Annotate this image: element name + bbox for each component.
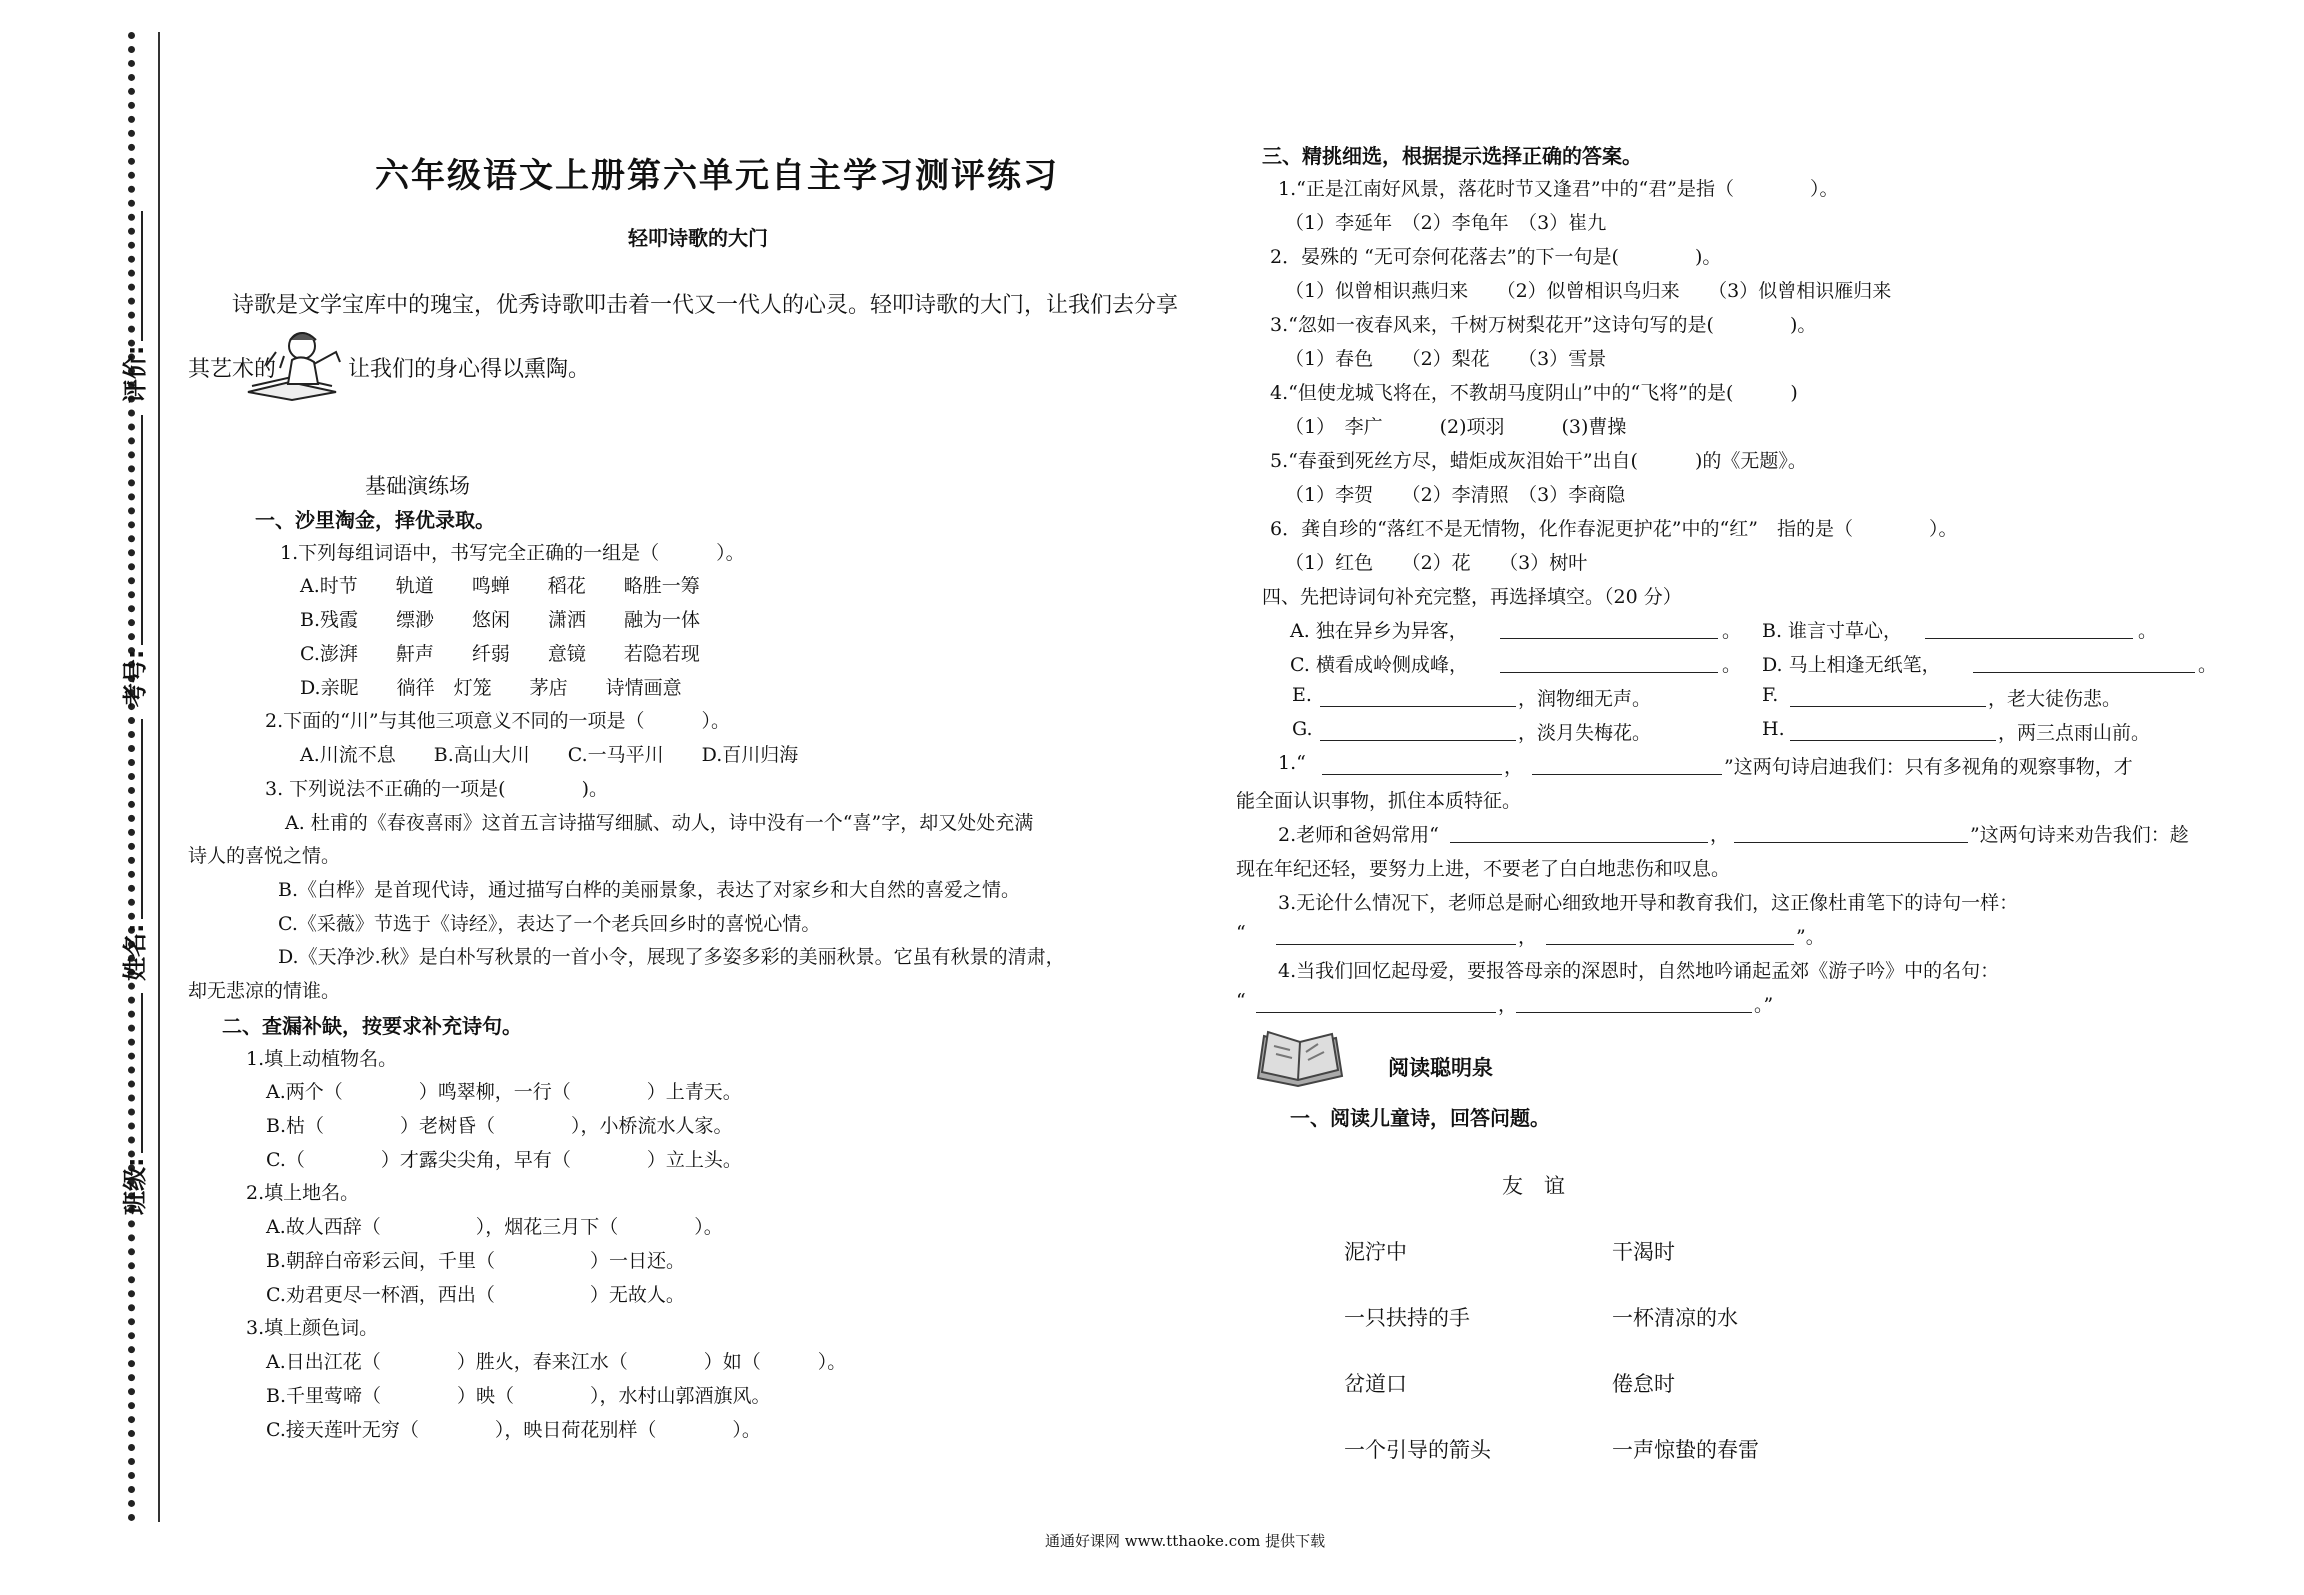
fill3-close: ”。 bbox=[1796, 926, 1825, 948]
q3-option-d-1: D.《天净沙.秋》是白朴写秋景的一首小令，展现了多姿多彩的美丽秋景。它虽有秋景的清肃， bbox=[278, 946, 1065, 968]
intro-line-1: 诗歌是文学宝库中的瑰宝，优秀诗歌叩击着一代又一代人的心灵。轻叩诗歌的大门，让我们去分享 bbox=[232, 293, 1179, 318]
p4-d-blank bbox=[1973, 672, 2195, 673]
open-book-icon bbox=[1254, 1030, 1346, 1092]
p4-e-blank bbox=[1320, 706, 1516, 707]
p4-h: ，两三点雨山前。 bbox=[1998, 722, 2151, 744]
p3-q1: 1.“正是江南好风景，落花时节又逢君”中的“君”是指（ ）。 bbox=[1278, 178, 1839, 200]
fill3-blank-1 bbox=[1276, 944, 1516, 945]
exam-number-label: 考号: bbox=[121, 649, 149, 708]
fill-colors-heading: 3.填上颜色词。 bbox=[246, 1317, 379, 1339]
class-label: 班级: bbox=[121, 1157, 149, 1215]
p3-q2-options: （1）似曾相识燕归来 （2）似曾相识鸟归来 （3）似曾相识雁归来 bbox=[1285, 280, 1892, 302]
part4-heading: 四、先把诗词句补充完整，再选择填空。（20 分） bbox=[1262, 586, 1682, 608]
page-subtitle: 轻叩诗歌的大门 bbox=[628, 226, 768, 250]
student-info-strip bbox=[115, 207, 150, 1215]
poem-line-1a: 泥泞中 bbox=[1344, 1240, 1407, 1264]
fill-animals-a: A.两个（ ）鸣翠柳，一行（ ）上青天。 bbox=[266, 1081, 742, 1103]
margin-rule bbox=[158, 32, 160, 1522]
fill-animals-heading: 1.填上动植物名。 bbox=[246, 1048, 398, 1070]
fill-places-b: B.朝辞白帝彩云间，千里（ ）一日还。 bbox=[266, 1250, 686, 1272]
p4-b-period: 。 bbox=[2138, 620, 2158, 642]
q3-text: 3. 下列说法不正确的一项是( )。 bbox=[265, 778, 608, 800]
fill2-start: 2.老师和爸妈常用“ bbox=[1278, 824, 1439, 846]
p3-q3: 3.“忽如一夜春风来，千树万树梨花开”这诗句写的是( )。 bbox=[1270, 314, 1817, 336]
p4-f-blank bbox=[1790, 706, 1986, 707]
page-title: 六年级语文上册第六单元自主学习测评练习 bbox=[375, 156, 1059, 196]
p4-e: ，润物细无声。 bbox=[1518, 688, 1652, 710]
p4-e-label: E. bbox=[1292, 684, 1312, 706]
q2-options: A.川流不息 B.高山大川 C.一马平川 D.百川归海 bbox=[300, 744, 799, 766]
poem-line-2b: 一杯清凉的水 bbox=[1612, 1306, 1738, 1330]
p4-d: D. 马上相逢无纸笔， bbox=[1762, 654, 1941, 676]
fill1-cont: 能全面认识事物，抓住本质特征。 bbox=[1236, 790, 1522, 812]
name-label: 姓名: bbox=[121, 923, 149, 982]
p4-b-blank bbox=[1925, 638, 2133, 639]
exam-number-blank bbox=[121, 415, 143, 645]
fill1-blank-1 bbox=[1322, 774, 1502, 775]
fill1-end: ”这两句诗启迪我们：只有多视角的观察事物，才 bbox=[1724, 756, 2133, 778]
evaluation-blank bbox=[121, 211, 143, 341]
q3-option-a-2: 诗人的喜悦之情。 bbox=[188, 845, 341, 867]
reading-heading: 一、阅读儿童诗，回答问题。 bbox=[1290, 1106, 1550, 1130]
p3-q3-options: （1）春色 （2）梨花 （3）雪景 bbox=[1285, 348, 1607, 370]
p3-q5-options: （1）李贺 （2）李清照 （3）李商隐 bbox=[1285, 484, 1626, 506]
q2-text: 2.下面的“川”与其他三项意义不同的一项是（ ）。 bbox=[265, 710, 731, 732]
part1-heading: 一、沙里淘金，择优录取。 bbox=[255, 508, 495, 532]
poem-line-4a: 一个引导的箭头 bbox=[1344, 1438, 1491, 1462]
fill2-end: ”这两句诗来劝告我们：趁 bbox=[1970, 824, 2189, 846]
fill-animals-b: B.枯（ ）老树昏（ ），小桥流水人家。 bbox=[266, 1115, 733, 1137]
fill2-blank-1 bbox=[1450, 842, 1708, 843]
class-blank bbox=[121, 993, 143, 1153]
q3-option-c: C.《采薇》节选于《诗经》，表达了一个老兵回乡时的喜悦心情。 bbox=[278, 913, 821, 935]
fill-colors-b: B.千里莺啼（ ）映（ ），水村山郭酒旗风。 bbox=[266, 1385, 771, 1407]
p3-q6: 6．龚自珍的“落红不是无情物，化作春泥更护花”中的“红” 指的是（ ）。 bbox=[1270, 518, 1958, 540]
fill-places-heading: 2.填上地名。 bbox=[246, 1182, 360, 1204]
fill3-open: “ bbox=[1236, 922, 1246, 944]
p4-g-blank bbox=[1320, 740, 1516, 741]
fill4-open: “ bbox=[1236, 990, 1246, 1012]
poem-line-2a: 一只扶持的手 bbox=[1344, 1306, 1470, 1330]
p3-q2: 2．晏殊的 “无可奈何花落去”的下一句是( )。 bbox=[1270, 246, 1722, 268]
q3-option-a-1: A. 杜甫的《春夜喜雨》这首五言诗描写细腻、动人，诗中没有一个“喜”字，却又处处充满 bbox=[285, 812, 1034, 834]
poem-line-3a: 岔道口 bbox=[1344, 1372, 1407, 1396]
intro-line-2a: 其艺术的 bbox=[188, 357, 277, 382]
fill-places-c: C.劝君更尽一杯酒，西出（ ）无故人。 bbox=[266, 1284, 685, 1306]
p4-a: A. 独在异乡为异客， bbox=[1290, 620, 1468, 642]
p4-c-period: 。 bbox=[1722, 654, 1742, 676]
fill3-comma: ， bbox=[1518, 926, 1538, 948]
poem-title: 友 谊 bbox=[1502, 1174, 1565, 1198]
p4-f-label: F. bbox=[1762, 684, 1779, 706]
q1-option-b: B.残霞 缥渺 悠闲 潇洒 融为一体 bbox=[300, 609, 701, 631]
q3-option-d-2: 却无悲凉的情谁。 bbox=[188, 980, 341, 1002]
fill-colors-a: A.日出江花（ ）胜火，春来江水（ ）如（ ）。 bbox=[266, 1351, 847, 1373]
fill4-comma: ， bbox=[1498, 994, 1518, 1016]
fill2-cont: 现在年纪还轻，要努力上进，不要老了白白地悲伤和叹息。 bbox=[1236, 858, 1731, 880]
intro-line-2b: 让我们的身心得以熏陶。 bbox=[348, 357, 591, 382]
fill-places-a: A.故人西辞（ ），烟花三月下（ ）。 bbox=[266, 1216, 723, 1238]
p3-q6-options: （1）红色 （2）花 （3）树叶 bbox=[1285, 552, 1588, 574]
fill-colors-c: C.接天莲叶无穷（ ），映日荷花别样（ ）。 bbox=[266, 1419, 761, 1441]
q1-option-c: C.澎湃 鼾声 纤弱 意镜 若隐若现 bbox=[300, 643, 700, 665]
fill3-text: 3.无论什么情况下，老师总是耐心细致地开导和教育我们，这正像杜甫笔下的诗句一样： bbox=[1278, 892, 2019, 914]
p4-g-label: G. bbox=[1292, 718, 1313, 740]
evaluation-label: 评价: bbox=[121, 345, 149, 404]
p4-c-blank bbox=[1500, 672, 1718, 673]
part2-heading: 二、查漏补缺，按要求补充诗句。 bbox=[222, 1014, 522, 1038]
poem-line-1b: 干渴时 bbox=[1612, 1240, 1675, 1264]
p4-f: ，老大徒伤悲。 bbox=[1988, 688, 2122, 710]
footer-source: 通通好课网 www.tthaoke.com 提供下载 bbox=[1045, 1532, 1326, 1550]
p3-q4-options: （1） 李广 (2)项羽 (3)曹操 bbox=[1285, 416, 1627, 438]
fill1-comma: ， bbox=[1504, 756, 1524, 778]
fill3-blank-2 bbox=[1546, 944, 1794, 945]
p4-b: B. 谁言寸草心， bbox=[1762, 620, 1903, 642]
p4-g: ，淡月失梅花。 bbox=[1518, 722, 1652, 744]
q1-text: 1.下列每组词语中，书写完全正确的一组是（ ）。 bbox=[280, 542, 745, 564]
p4-a-blank bbox=[1500, 638, 1718, 639]
q1-option-d: D.亲昵 徜徉 灯笼 茅店 诗情画意 bbox=[300, 677, 682, 699]
fill1-blank-2 bbox=[1532, 774, 1722, 775]
reading-child-illustration-icon bbox=[240, 322, 352, 404]
q1-option-a: A.时节 轨道 鸣蝉 稻花 略胜一筹 bbox=[300, 575, 700, 597]
poem-line-4b: 一声惊蛰的春雷 bbox=[1612, 1438, 1759, 1462]
p3-q4: 4.“但使龙城飞将在，不教胡马度阴山”中的“飞将”的是( ) bbox=[1270, 382, 1798, 404]
fill4-blank-1 bbox=[1256, 1012, 1496, 1013]
fill-animals-c: C.（ ）才露尖尖角，早有（ ）立上头。 bbox=[266, 1149, 742, 1171]
q3-option-b: B.《白桦》是首现代诗，通过描写白桦的美丽景象，表达了对家乡和大自然的喜爱之情。 bbox=[278, 879, 1021, 901]
fill4-text: 4.当我们回忆起母爱，要报答母亲的深恩时，自然地吟诵起孟郊《游子吟》中的名句： bbox=[1278, 960, 2000, 982]
p3-q1-options: （1）李延年 （2）李龟年 （3）崔九 bbox=[1285, 212, 1607, 234]
name-blank bbox=[121, 719, 143, 919]
reading-section-title: 阅读聪明泉 bbox=[1388, 1056, 1493, 1080]
p4-h-blank bbox=[1790, 740, 1996, 741]
fill2-blank-2 bbox=[1734, 842, 1968, 843]
p4-d-period: 。 bbox=[2198, 654, 2218, 676]
section-title-basic: 基础演练场 bbox=[365, 474, 470, 498]
poem-line-3b: 倦怠时 bbox=[1612, 1372, 1675, 1396]
p4-a-period: 。 bbox=[1722, 620, 1742, 642]
p4-h-label: H. bbox=[1762, 718, 1785, 740]
fill4-close: 。” bbox=[1754, 994, 1774, 1016]
p3-q5: 5.“春蚕到死丝方尽，蜡炬成灰泪始干”出自( )的《无题》。 bbox=[1270, 450, 1807, 472]
fill1-start: 1.“ bbox=[1278, 752, 1306, 774]
fill4-blank-2 bbox=[1516, 1012, 1752, 1013]
fill2-comma: ， bbox=[1710, 824, 1730, 846]
part3-heading: 三、精挑细选，根据提示选择正确的答案。 bbox=[1262, 144, 1642, 168]
p4-c: C. 横看成岭侧成峰， bbox=[1290, 654, 1468, 676]
